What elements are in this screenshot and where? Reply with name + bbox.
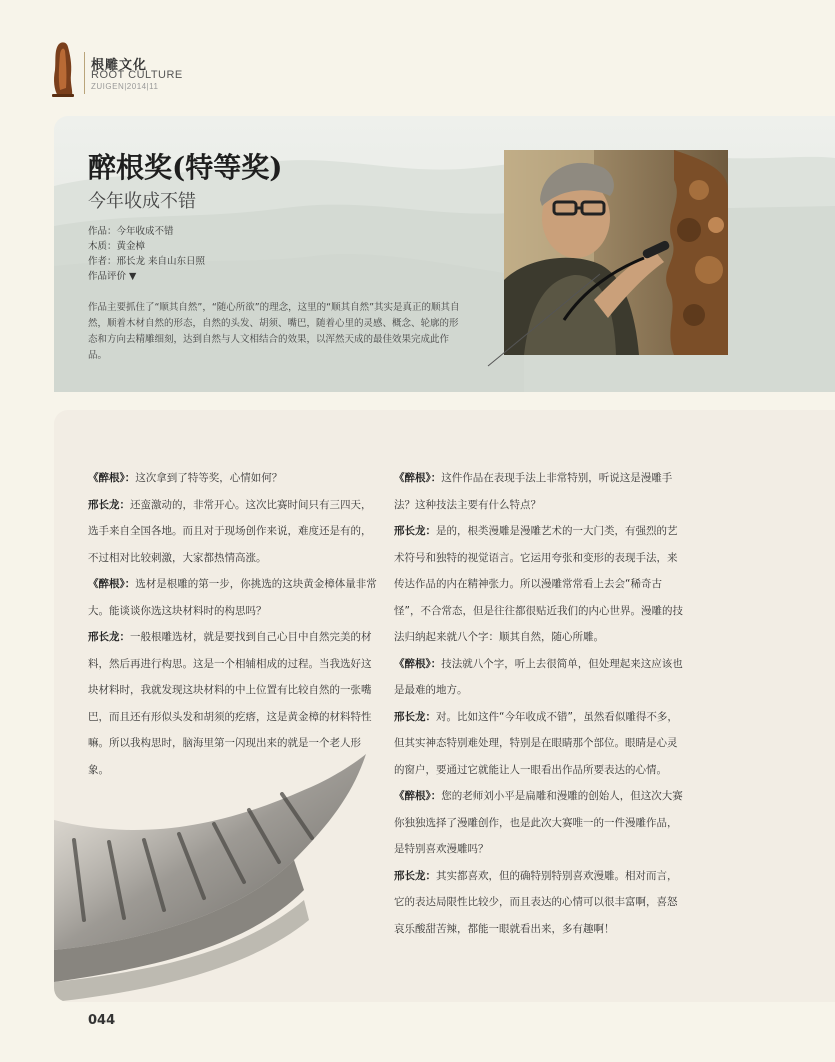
- answer-text: 其实都喜欢，但的确特别特别喜欢漫雕。相对而言，它的表达局限性比较少，而且表达的心情可以很丰富啊，喜怒哀乐酸甜苦辣，都能一眼就看出来，多有趣啊！: [394, 869, 678, 935]
- header-divider: [84, 52, 85, 94]
- question-text: 技法就八个字，听上去很简单，但处理起来这应该也是最难的地方。: [394, 657, 683, 696]
- speaker-label: 邢长龙：: [394, 525, 436, 537]
- speaker-label: 《醉根》：: [88, 472, 136, 484]
- question-text: 这件作品在表现手法上非常特别，听说这是漫雕手法？这种技法主要有什么特点？: [394, 472, 673, 511]
- meta-work: 作品：今年收成不错: [88, 226, 174, 237]
- interview-question: [394, 465, 686, 518]
- interview-column-left: [88, 465, 378, 783]
- decorative-diagonal-line: [484, 270, 604, 370]
- artwork-title: 今年收成不错: [88, 191, 196, 212]
- interview-column-right: [394, 465, 686, 942]
- award-title: 醉根奖(特等奖): [88, 151, 283, 184]
- artwork-meta: [88, 224, 205, 284]
- eaves-roof-illustration: [54, 750, 374, 1002]
- meta-wood: 木质：黄金樟: [88, 241, 146, 252]
- meta-review: 作品评价 ▼: [88, 271, 137, 282]
- interview-question: [88, 571, 378, 624]
- magazine-section-title: 根雕文化: [91, 58, 148, 73]
- speaker-label: 邢长龙：: [394, 869, 436, 882]
- page-number: 044: [88, 1013, 116, 1028]
- speaker-label: 邢长龙：: [88, 498, 130, 511]
- interview-answer: [88, 624, 378, 783]
- speaker-label: 邢长龙：: [88, 631, 130, 643]
- answer-text: 对。比如这件“今年收成不错”，虽然看似雕得不多，但其实神态特别难处理，特别是在眼睛那个部位。眼睛是心灵的窗户，要通过它就能让人一眼看出作品所要表达的心情。: [394, 710, 678, 776]
- answer-text: 还蛮激动的，非常开心。这次比赛时间只有三四天，选手来自全国各地。而且对于现场创作来说，难度还是有的，不过相对比较刺激，大家都热情高涨。: [88, 498, 372, 564]
- artwork-description: 作品主要抓住了“顺其自然”，“随心所欲”的理念，这里的“顺其自然”其实是真正的顺其自然，顺着木材自然的形态，自然的头发、胡须、嘴巴，随着心里的灵感、概念、轮廓的形态和方向去精雕细刻，达到自然与人文相结合的效果，以浑然天成的最佳效果完成此作品。: [88, 302, 460, 361]
- question-text: 选材是根雕的第一步，你挑选的这块黄金樟体量非常大。能谈谈你选这块材料时的构思吗？: [88, 578, 377, 617]
- question-text: 您的老师刘小平是扁雕和漫雕的创始人，但这次大赛你独独选择了漫雕创作，也是此次大赛唯一的一件漫雕作品，是特别喜欢漫雕吗？: [394, 790, 683, 855]
- speaker-label: 《醉根》：: [394, 472, 442, 484]
- answer-text: 一般根雕选材，就是要找到自己心目中自然完美的材料，然后再进行构思。这是一个相辅相成的过程。当我选好这块材料时，我就发现这块材料的中上位置有比较自然的一张嘴巴，而且还有形似头发和胡须的疙瘩，这是黄金樟的材料特性嘛。所以我构思时，脑海里第一闪现出来的就是一个老人形象。: [88, 631, 372, 776]
- meta-author: 作者：邢长龙 来自山东日照: [88, 256, 206, 267]
- interview-answer: [394, 518, 686, 651]
- interview-question: [88, 465, 378, 492]
- speaker-label: 《醉根》：: [88, 578, 136, 590]
- magazine-section-subtitle: ROOT CULTURE: [91, 69, 183, 81]
- interview-question: [394, 783, 686, 863]
- interview-answer: [88, 492, 378, 572]
- interview-answer: [394, 704, 686, 784]
- interview-answer: [394, 863, 686, 943]
- speaker-label: 《醉根》：: [394, 657, 442, 670]
- magazine-issue: ZUIGEN|2014|11: [91, 82, 159, 91]
- speaker-label: 《醉根》：: [394, 790, 442, 802]
- question-text: 这次拿到了特等奖，心情如何？: [135, 472, 283, 484]
- answer-text: 是的，根类漫雕是漫雕艺术的一大门类，有强烈的艺术符号和独特的视觉语言。它运用夸张和变形的表现手法，来传达作品的内在精神张力。所以漫雕常常看上去会“稀奇古怪”，不合常态，但是往往都很贴近我们的内心世界。漫雕的技法归纳起来就八个字：顺其自然，随心所雕。: [394, 525, 683, 643]
- interview-question: [394, 651, 686, 704]
- root-sculpture-logo-icon: [50, 40, 76, 98]
- speaker-label: 邢长龙：: [394, 710, 436, 723]
